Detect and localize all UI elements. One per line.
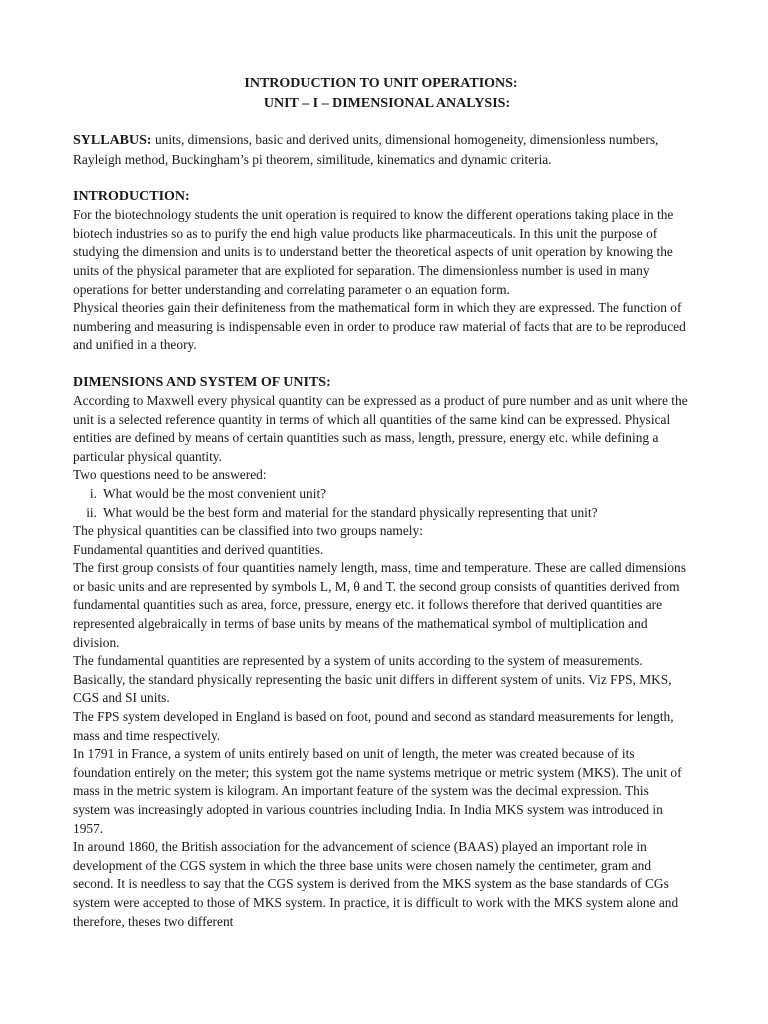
introduction-heading: INTRODUCTION: — [73, 189, 190, 205]
list-item-number: ii. — [86, 504, 97, 520]
introduction-paragraph-1: For the biotechnology students the unit operation is required to know the different operations taking place in the biotech industries so as to purify the end high value products like pharmaceuticals. In this unit the purpose of studying the dimension and units is to understand better the theoretical aspects of unit operation by knowing the units of the physical parameter that are explioted for separation. The dimensionless number is used in many operations for better understanding and correlating parameter o an equation form. — [73, 207, 674, 297]
dimensions-paragraph-cgs: In around 1860, the British association for the advancement of science (BAAS) played an important role in development of the CGS system in which the three base units were chosen namely the centimeter, gram and second. It is needless to say that the CGS system is derived from the MKS system as the base standards of CGs system were accepted to those of MKS system. In practice, it is difficult to work with the MKS system alone and therefore, theses two different — [73, 839, 679, 929]
list-item — [73, 504, 689, 523]
syllabus-paragraph — [73, 131, 689, 169]
dimensions-paragraph-fundamental: Fundamental quantities and derived quantities. — [73, 541, 324, 557]
dimensions-paragraph-mks: In 1791 in France, a system of units entirely based on unit of length, the meter was created because of its foundation entirely on the meter; this system got the name systems metrique or metric system (MKS). The unit of mass in the metric system is kilogram. An important feature of the system was the decimal expression. This system was increasingly adopted in various countries including India. In India MKS system was introduced in 1957. — [73, 746, 682, 836]
unit-title: UNIT – I – DIMENSIONAL ANALYSIS: — [263, 95, 511, 111]
introduction-paragraph-2: Physical theories gain their definiteness from the mathematical form in which they are expressed. The function of numbering and measuring is indispensable even in order to produce raw material of facts that are to be reproduced and unified in a theory. — [73, 300, 686, 353]
list-item-text: What would be the most convenient unit? — [103, 485, 327, 501]
dimensions-paragraph-maxwell: According to Maxwell every physical quantity can be expressed as a product of pure number and as unit where the unit is a selected reference quantity in terms of which all quantities of the same kind can be expressed. Physical entities are defined by means of certain quantities such as mass, length, pressure, energy etc. while defining a particular physical quantity. — [73, 392, 688, 464]
list-item — [73, 485, 689, 504]
dimensions-heading: DIMENSIONS AND SYSTEM OF UNITS: — [73, 374, 331, 390]
dimensions-paragraph-first-group: The first group consists of four quantities namely length, mass, time and temperature. These are called dimensions or basic units and are represented by symbols L, M, θ and T. the second group consists of quantities derived from fundamental quantities such as area, force, pressure, energy etc. it follows therefore that derived quantities are represented algebraically in terms of base units by means of the mathematical symbol of multiplication and division. — [73, 560, 686, 650]
document-title: INTRODUCTION TO UNIT OPERATIONS: — [244, 76, 518, 91]
syllabus-label: SYLLABUS: — [73, 133, 152, 148]
list-item-text: What would be the best form and material for the standard physically representing that unit? — [103, 504, 598, 520]
list-item-number: i. — [89, 485, 97, 501]
dimensions-paragraph-fps: The FPS system developed in England is based on foot, pound and second as standard measurements for length, mass and time respectively. — [73, 709, 674, 743]
syllabus-text: units, dimensions, basic and derived units, dimensional homogeneity, dimensionless numbers, Rayleigh method, Buckingham’s pi theorem, similitude, kinematics and dynamic criteria. — [73, 132, 659, 167]
dimensions-paragraph-questions-intro: Two questions need to be answered: — [73, 467, 267, 483]
dimensions-paragraph-classification: The physical quantities can be classified into two groups namely: — [73, 523, 423, 539]
questions-list — [73, 485, 689, 522]
dimensions-paragraph-system-of-units: The fundamental quantities are represented by a system of units according to the system of measurements. Basically, the standard physically representing the basic unit differs in different system of units. Viz FPS, MKS, CGS and SI units. — [73, 653, 672, 706]
document-page — [73, 74, 689, 931]
